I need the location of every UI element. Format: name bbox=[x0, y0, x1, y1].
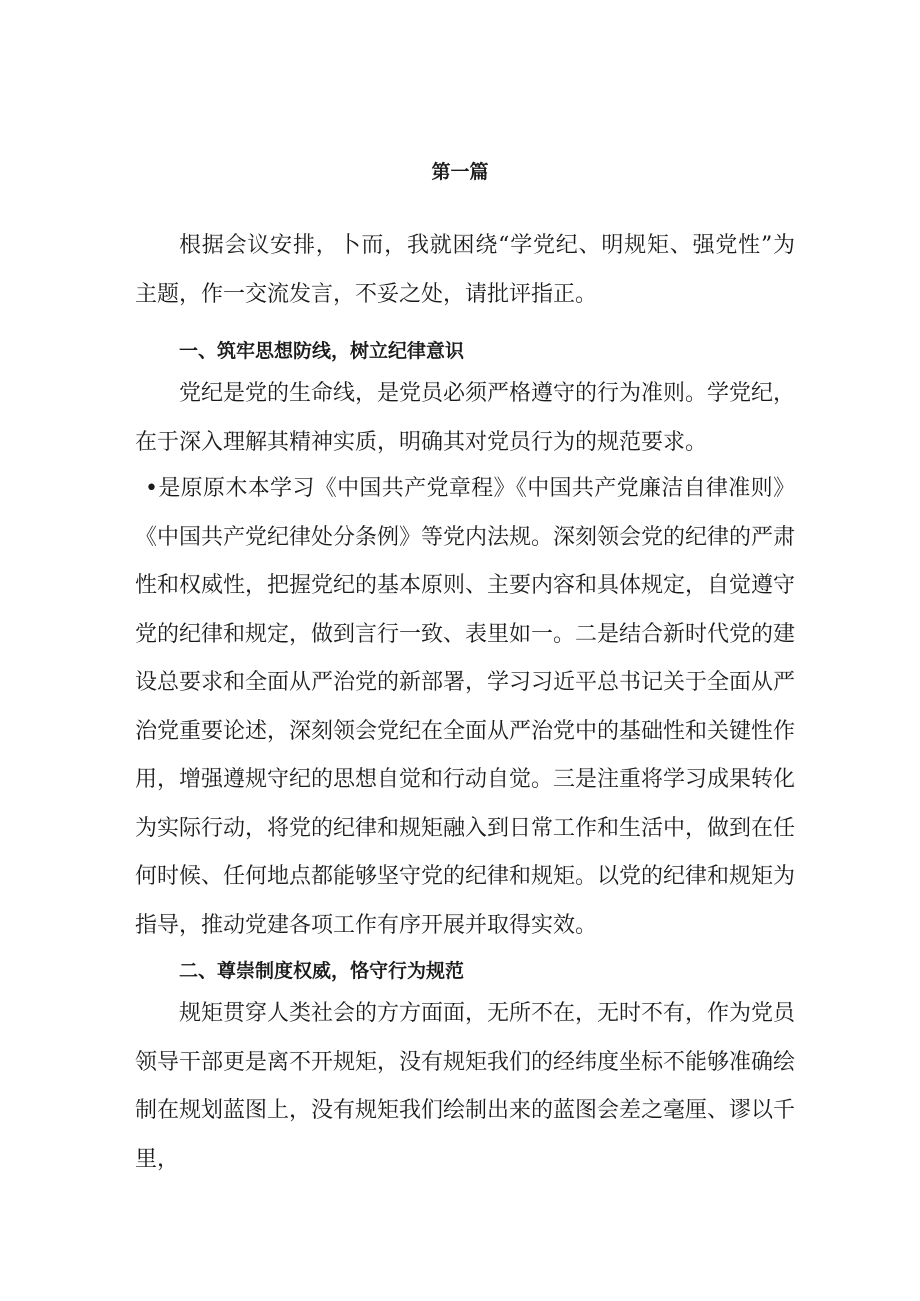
section-1-paragraph-2 bbox=[135, 465, 795, 950]
bullet-icon: • bbox=[145, 476, 158, 501]
section-1-heading: 一、筑牢思想防线，树立纪律意识 bbox=[179, 340, 465, 362]
section-2-paragraph-1: 规矩贯穿人类社会的方方面面，无所不在，无时不有，作为党员领导干部更是离不开规矩，没有规矩我们的经纬度坐标不能够准确绘制在规划蓝图上，没有规矩我们绘制出来的蓝图会差之毫厘、谬以千里， bbox=[135, 1001, 796, 1172]
intro-paragraph: 根据会议安排，卜而，我就困绕“学党纪、明规矩、强党性”为主题，作一交流发言，不妥之处，请批评指正。 bbox=[135, 233, 795, 307]
section-2-heading: 二、尊崇制度权威，恪守行为规范 bbox=[179, 960, 465, 982]
section-1-paragraph-2-text: 是原原木本学习《中国共产党章程》《中国共产党廉洁自律准则》《中国共产党纪律处分条例》等党内法规。深刻领会党的纪律的严肃性和权威性，把握党纪的基本原则、主要内容和具体规定，自觉遵守党的纪律和规定，做到言行一致、表里如一。二是结合新时代党的建设总要求和全面从严治党的新部署，学习习近平总书记关于全面从严治党重要论述，深刻领会党纪在全面从严治党中的基础性和关键性作用，增强遵规守纪的思想自觉和行动自觉。三是注重将学习成果转化为实际行动，将党的纪律和规矩融入到日常工作和生活中，做到在任何时候、任何地点都能够坚守党的纪律和规矩。以党的纪律和规矩为指导，推动党建各项工作有序开展并取得实效。 bbox=[135, 476, 796, 938]
section-1-paragraph-1: 党纪是党的生命线，是党员必须严格遵守的行为准则。学党纪，在于深入理解其精神实质，明确其对党员行为的规范要求。 bbox=[135, 381, 796, 455]
document-title: 第一篇 bbox=[431, 161, 489, 183]
